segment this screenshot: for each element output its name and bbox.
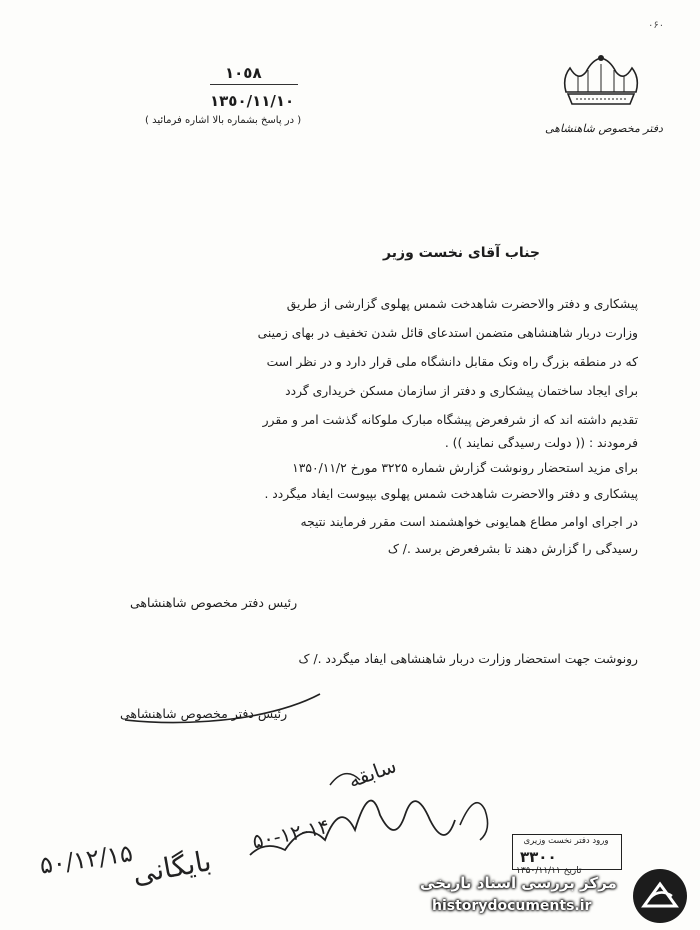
letter-line: تقدیم داشته اند که از شرفعرض پیشگاه مبارک ملوکانه گذشت امر و مقرر (262, 413, 638, 427)
letter-line: برای ایجاد ساختمان پیشکاری و دفتر از سازمان مسکن خریداری گردد (285, 384, 638, 398)
signature-flourish (120, 690, 330, 730)
stamp-number: ۳۳۰۰ (520, 848, 557, 866)
handwriting-scribble (230, 760, 510, 870)
letter-line: وزارت دربار شاهنشاهی متضمن استدعای قائل شدن تخفیف در بهای زمینی (257, 326, 638, 340)
handwritten-archive-date: ۵۰/۱۲/۱۵ (38, 838, 135, 880)
handwritten-reference: سابقه (345, 753, 400, 793)
archive-logo-icon (630, 866, 690, 926)
letter-line: در اجرای اوامر مطاع همایونی خواهشمند است مقرر فرمایند نتیجه (300, 515, 638, 529)
signature-office-head-copy: رئیس دفتر مخصوص شاهنشاهی (120, 706, 288, 721)
royal-crown-emblem-icon (558, 52, 644, 112)
stamp-date-line: تاریخ ۱۳۵۰/۱۱/۱۱ (516, 866, 582, 876)
stamp-title: ورود دفتر نخست وزیری (523, 836, 609, 846)
letter-line: پیشکاری و دفتر والاحضرت شاهدخت شمس پهلوی گزارشی از طریق (286, 297, 638, 311)
salutation: جناب آقای نخست وزیر (383, 245, 540, 261)
letter-line: که در منطقه بزرگ راه ونک مقابل دانشگاه ملی قرار دارد و در نظر است (266, 355, 638, 369)
letter-line: رسیدگی را گزارش دهند تا بشرفعرض برسد ./ ک (387, 542, 638, 556)
signature-office-head: رئیس دفتر مخصوص شاهنشاهی (130, 595, 298, 610)
letter-line: پیشکاری و دفتر والاحضرت شاهدخت شمس پهلوی بپیوست ایفاد میگردد . (264, 487, 638, 501)
reference-date: ١٣٥٠/١١/١٠ (210, 92, 295, 110)
letter-line: فرمودند : (( دولت رسیدگی نمایند )) . (444, 436, 638, 450)
reference-note: ( در پاسخ بشماره بالا اشاره فرمائید ) (145, 115, 302, 126)
handwritten-note: ۵۰-۱۲-۱۴ (250, 813, 332, 854)
office-subtitle: دفتر مخصوص شاهنشاهی (545, 122, 663, 135)
reference-underline (210, 84, 298, 85)
corner-mark: ۰۶۰ (648, 20, 665, 31)
letter-line: برای مزید استحضار رونوشت گزارش شماره ۳۲۲۵ مورخ ۱۳۵۰/۱۱/۲ (292, 461, 638, 475)
handwritten-archive-note: بایگانی (130, 844, 214, 891)
reference-number: ١٠٥٨ (225, 64, 262, 82)
watermark-title: مرکز بررسی اسناد تاریخی (420, 874, 617, 892)
watermark-url: historydocuments.ir (432, 898, 592, 914)
copy-note: رونوشت جهت استحضار وزارت دربار شاهنشاهی ایفاد میگردد ./ ک (298, 652, 638, 666)
